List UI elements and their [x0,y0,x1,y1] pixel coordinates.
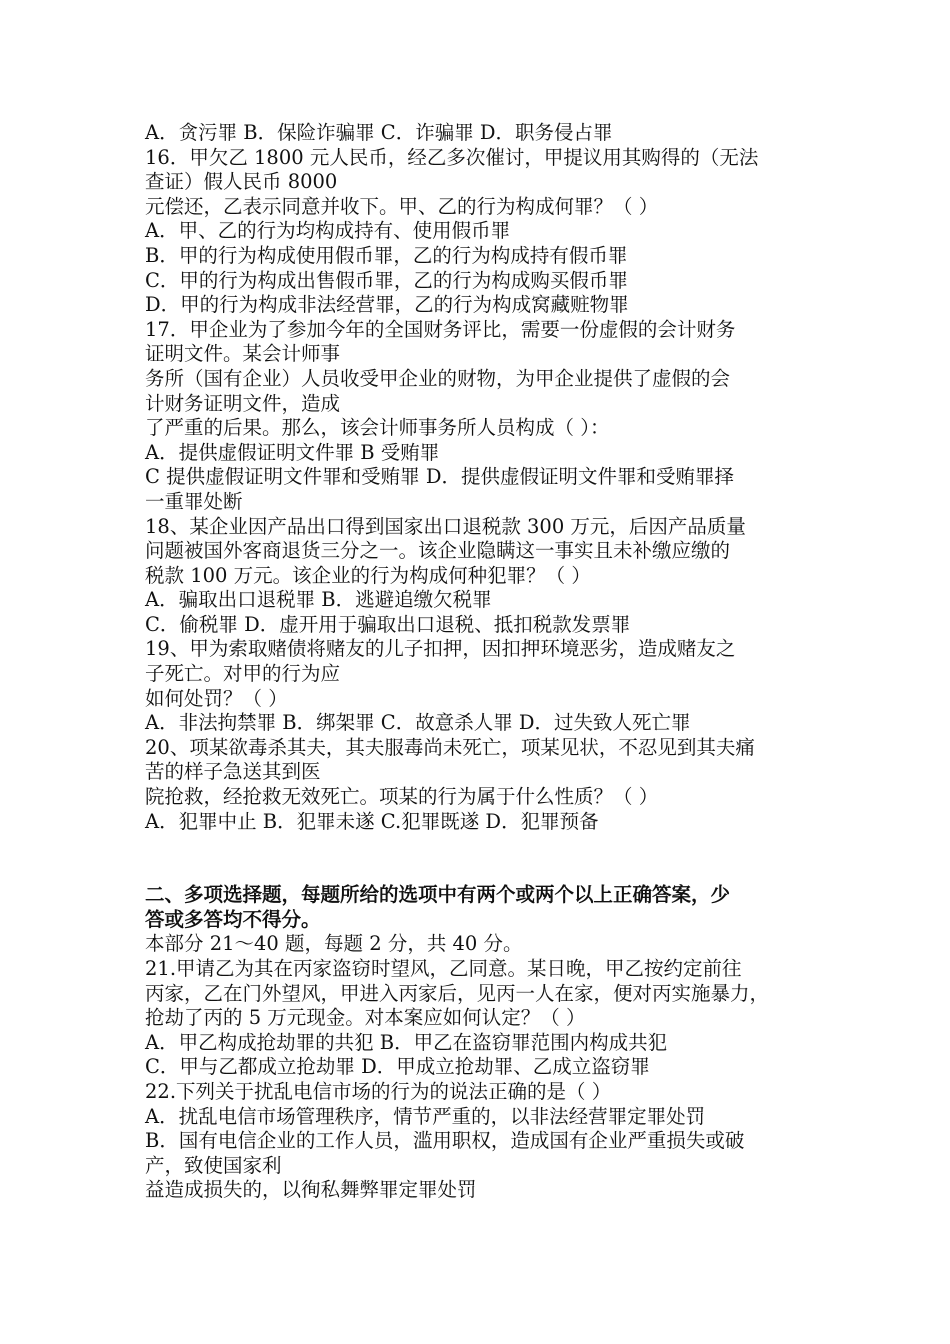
text-line: 如何处罚？（ ） [145,686,288,710]
questions-block-2 [145,932,815,1203]
text-line: 子死亡。对甲的行为应 [145,662,341,686]
text-line: B．甲的行为构成使用假币罪，乙的行为构成持有假币罪 [145,243,628,267]
text-line: A．犯罪中止 B．犯罪未遂 C.犯罪既遂 D．犯罪预备 [145,809,599,833]
text-line: C 提供虚假证明文件罪和受贿罪 D．提供虚假证明文件罪和受贿罪择 [145,465,734,489]
text-line: 查证）假人民币 8000 [145,170,338,194]
questions-block-1 [145,121,815,834]
text-line: 税款 100 万元。该企业的行为构成何种犯罪？（ ） [145,563,591,587]
text-line: 17．甲企业为了参加今年的全国财务评比，需要一份虚假的会计财务 [145,317,736,341]
text-line: 计财务证明文件，造成 [145,391,341,415]
text-line: 了严重的后果。那么，该会计师事务所人员构成（ ）： [145,416,610,440]
text-line: 21.甲请乙为其在丙家盗窃时望风，乙同意。某日晚，甲乙按约定前往 [145,957,742,980]
text-line: 18、某企业因产品出口得到国家出口退税款 300 万元，后因产品质量 [145,514,746,538]
text-line: 抢劫了丙的 5 万元现金。对本案应如何认定？（ ） [145,1006,586,1030]
text-line: 元偿还，乙表示同意并收下。甲、乙的行为构成何罪？（ ） [145,194,659,218]
text-line: 丙家，乙在门外望风，甲进入丙家后，见丙一人在家，便对丙实施暴力， [145,981,770,1005]
text-line: 院抢救，经抢救无效死亡。项某的行为属于什么性质？（ ） [145,785,659,809]
heading-line: 答或多答均不得分。 [145,907,321,931]
text-line: 务所（国有企业）人员收受甲企业的财物，为甲企业提供了虚假的会 [145,366,731,390]
text-line: 苦的样子急送其到医 [145,760,321,784]
text-line: A．扰乱电信市场管理秩序，情节严重的，以非法经营罪定罪处罚 [145,1104,706,1128]
section-heading [145,883,815,932]
text-line: C．甲与乙都成立抢劫罪 D．甲成立抢劫罪、乙成立盗窃罪 [145,1055,650,1079]
text-line: C．偷税罪 D．虚开用于骗取出口退税、抵扣税款发票罪 [145,612,631,636]
text-line: 产，致使国家利 [145,1153,282,1177]
text-line: 22.下列关于扰乱电信市场的行为的说法正确的是（ ） [145,1079,612,1103]
text-line: B．国有电信企业的工作人员，滥用职权，造成国有企业严重损失或破 [145,1129,745,1153]
text-line: 益造成损失的，以徇私舞弊罪定罪处罚 [145,1178,477,1202]
text-line: 一重罪处断 [145,489,243,513]
text-line: A．非法拘禁罪 B．绑架罪 C．故意杀人罪 D．过失致人死亡罪 [145,711,691,735]
document-page [145,121,815,1203]
text-line: C．甲的行为构成出售假币罪，乙的行为构成购买假币罪 [145,268,628,292]
text-line: 20、项某欲毒杀其夫，其夫服毒尚未死亡，项某见状，不忍见到其夫痛 [145,735,755,759]
text-line: A．骗取出口退税罪 B．逃避追缴欠税罪 [145,588,492,612]
text-line: 16．甲欠乙 1800 元人民币，经乙多次催讨，甲提议用其购得的（无法 [145,145,759,169]
text-line: 19、甲为索取赌债将赌友的儿子扣押，因扣押环境恶劣，造成赌友之 [145,637,736,661]
text-line: 证明文件。某会计师事 [145,342,341,366]
text-line: A．提供虚假证明文件罪 B 受贿罪 [145,440,440,464]
heading-line: 二、多项选择题，每题所给的选项中有两个或两个以上正确答案，少 [145,883,731,907]
text-line: A．甲乙构成抢劫罪的共犯 B．甲乙在盗窃罪范围内构成共犯 [145,1030,668,1054]
text-line: 本部分 21～40 题，每题 2 分，共 40 分。 [145,932,523,956]
text-line: D．甲的行为构成非法经营罪，乙的行为构成窝藏赃物罪 [145,293,629,317]
text-line: A．甲、乙的行为均构成持有、使用假币罪 [145,219,511,243]
text-line: A．贪污罪 B．保险诈骗罪 C．诈骗罪 D．职务侵占罪 [145,121,613,144]
text-line: 问题被国外客商退货三分之一。该企业隐瞒这一事实且未补缴应缴的 [145,539,731,563]
section-gap [145,834,815,883]
